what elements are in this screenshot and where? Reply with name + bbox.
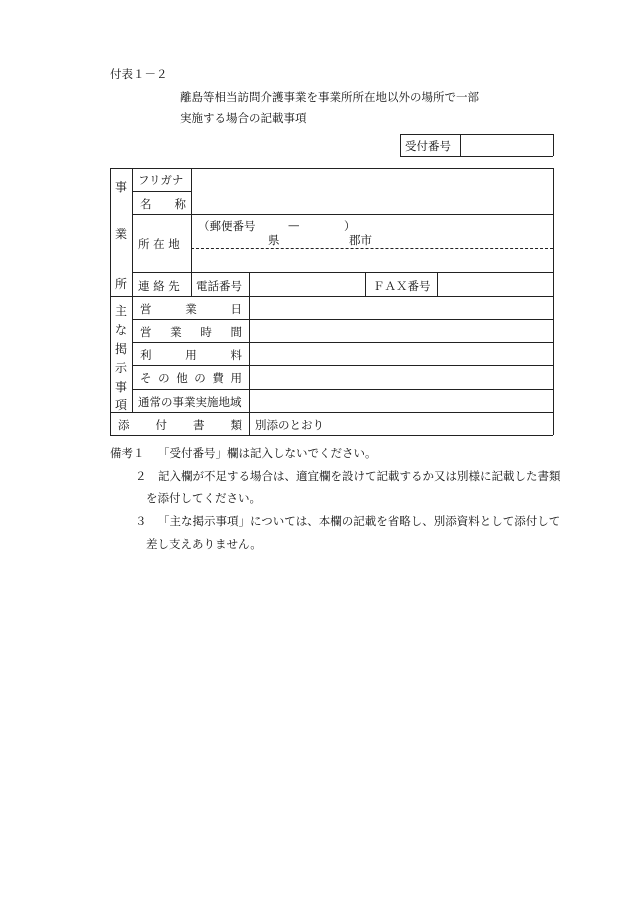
- business-hours-label: [140, 324, 242, 340]
- label-char: 業: [170, 325, 182, 339]
- section-business-char-2: 業: [114, 227, 127, 241]
- note-1: 「受付番号」欄は記入しないでください。: [158, 446, 377, 460]
- label-char: 添: [118, 418, 130, 432]
- phone-label: 電話番号: [196, 279, 242, 293]
- attachment-label: [118, 417, 242, 433]
- label-char: 用: [185, 348, 197, 362]
- section-business-char-1: 事: [114, 180, 127, 194]
- contact-label: 連 絡 先: [138, 279, 180, 293]
- business-days-field[interactable]: [251, 298, 551, 317]
- postal-code-dash: —: [288, 218, 300, 232]
- prefecture-label: 県: [268, 233, 280, 247]
- note-3-line1: 「主な掲示事項」については、本欄の記載を省略し、別添資料として添付して: [158, 514, 561, 528]
- label-char: 費: [212, 371, 224, 385]
- label-char: 間: [230, 325, 242, 339]
- label-char: 料: [230, 348, 242, 362]
- name-field[interactable]: [192, 193, 550, 212]
- fax-field[interactable]: [439, 275, 551, 294]
- label-char: 営: [140, 325, 152, 339]
- form-title-line2: 実施する場合の記載事項: [180, 111, 307, 125]
- section-main-char-4: 示: [114, 361, 127, 375]
- address-label: 所 在 地: [138, 237, 180, 251]
- service-area-label: 通常の事業実施地域: [138, 395, 242, 409]
- section-main-char-3: 掲: [114, 342, 127, 356]
- label-char: 書: [193, 418, 205, 432]
- city-label: 郡市: [349, 233, 372, 247]
- section-main-char-5: 事: [114, 380, 127, 394]
- note-2-number: ２: [135, 469, 147, 483]
- business-hours-field[interactable]: [251, 321, 551, 340]
- notes-prefix: 備考１: [110, 446, 145, 460]
- name-label: [140, 196, 186, 212]
- furigana-field[interactable]: [192, 172, 550, 190]
- label-char: の: [194, 371, 206, 385]
- note-3-number: ３: [135, 514, 147, 528]
- reception-number-label: 受付番号: [405, 139, 451, 153]
- name-label-char: 名: [140, 197, 152, 211]
- note-2-line2: を添付してください。: [146, 491, 261, 505]
- section-main-char-1: 主: [114, 304, 127, 318]
- address-detail-field[interactable]: [192, 251, 550, 270]
- furigana-label: フリガナ: [138, 173, 184, 187]
- label-char: 業: [185, 302, 197, 316]
- other-costs-label: [140, 370, 242, 386]
- label-char: 他: [176, 371, 188, 385]
- fax-label: ＦＡＸ番号: [373, 279, 431, 293]
- label-char: の: [158, 371, 170, 385]
- usage-fee-field[interactable]: [251, 344, 551, 363]
- usage-fee-label: [140, 347, 242, 363]
- label-char: 類: [230, 418, 242, 432]
- service-area-field[interactable]: [251, 391, 551, 410]
- label-char: そ: [140, 371, 152, 385]
- label-char: 用: [230, 371, 242, 385]
- section-main-char-2: な: [114, 323, 127, 337]
- label-char: 時: [200, 325, 212, 339]
- attachment-value: 別添のとおり: [255, 418, 324, 432]
- appendix-label: 付表１－２: [110, 67, 168, 81]
- phone-field[interactable]: [251, 275, 363, 294]
- label-char: 利: [140, 348, 152, 362]
- note-3-line2: 差し支えありません。: [146, 537, 262, 551]
- business-days-label: [140, 301, 242, 317]
- other-costs-field[interactable]: [251, 367, 551, 387]
- note-2-line1: 記入欄が不足する場合は、適宜欄を設けて記載するか又は別様に記載した書類: [158, 469, 561, 483]
- label-char: 日: [230, 302, 242, 316]
- label-char: 営: [140, 302, 152, 316]
- postal-code-close: ）: [344, 219, 356, 233]
- name-label-char: 称: [174, 197, 186, 211]
- form-title-line1: 離島等相当訪問介護事業を事業所所在地以外の場所で一部: [180, 90, 479, 104]
- postal-code-open: （郵便番号: [198, 219, 256, 233]
- section-business-char-3: 所: [114, 277, 127, 291]
- label-char: 付: [155, 418, 167, 432]
- section-main-char-6: 項: [114, 398, 127, 412]
